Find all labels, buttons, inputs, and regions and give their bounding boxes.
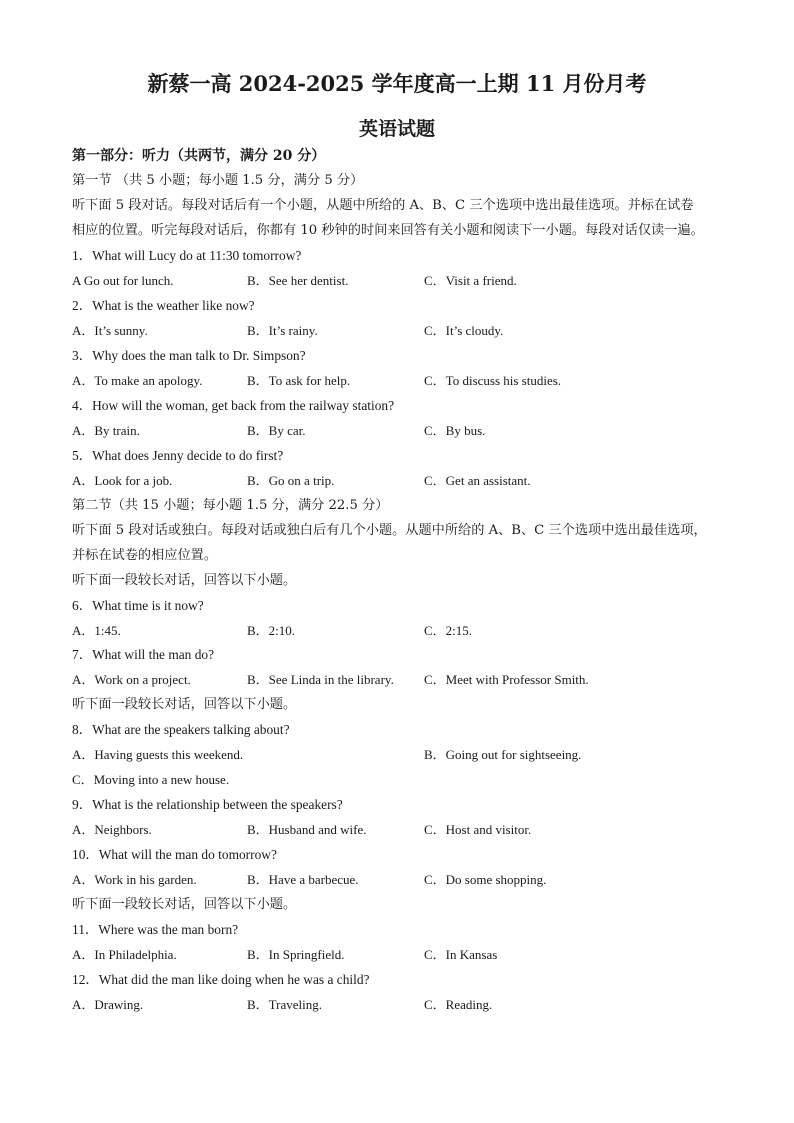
option-b: B．Husband and wife. (247, 822, 367, 837)
question-stem: 5．What does Jenny decide to do first? (72, 448, 284, 463)
option-a: A．By train. (72, 423, 140, 438)
option-a: A．In Philadelphia. (72, 947, 177, 962)
section1-heading: 第一节 （共 5 小题；每小题 1.5 分，满分 5 分） (72, 173, 364, 188)
option-c: C．Moving into a new house. (72, 772, 230, 787)
question-stem: 9．What is the relationship between the speakers? (72, 797, 343, 812)
option-c: C．To discuss his studies. (424, 373, 562, 388)
question-stem: 1．What will Lucy do at 11:30 tomorrow? (72, 248, 302, 263)
question-stem: 4．How will the woman, get back from the railway station? (72, 398, 395, 413)
question-stem: 3．Why does the man talk to Dr. Simpson? (72, 348, 306, 363)
option-c: C．2:15. (424, 623, 473, 638)
option-a: A．Having guests this weekend. (72, 747, 244, 762)
exam-subtitle: 英语试题 (358, 118, 435, 140)
option-b: B．Going out for sightseeing. (424, 747, 582, 762)
section1-instructions-2: 相应的位置。听完每段对话后，你都有 10 秒钟的时间来回答有关小题和阅读下一小题。每段对话仅读一遍。 (72, 223, 704, 238)
option-a: A．Look for a job. (72, 473, 173, 488)
question-stem: 12．What did the man like doing when he was a child? (72, 972, 370, 987)
option-c: C．Reading. (424, 997, 493, 1012)
option-c: C．Host and visitor. (424, 822, 532, 837)
long-dialogue-note: 听下面一段较长对话，回答以下小题。 (72, 897, 297, 912)
option-c: C．In Kansas (424, 947, 498, 962)
option-b: B．Go on a trip. (247, 473, 335, 488)
question-stem: 10．What will the man do tomorrow? (72, 847, 277, 862)
option-a: A．Work on a project. (72, 672, 191, 687)
option-b: B．Traveling. (247, 997, 322, 1012)
option-a: A．Neighbors. (72, 822, 152, 837)
option-a: A．It’s sunny. (72, 323, 148, 338)
option-c: C．Meet with Professor Smith. (424, 672, 589, 687)
question-stem: 7．What will the man do? (72, 647, 215, 662)
option-a: A Go out for lunch. (72, 273, 174, 288)
option-b: B．2:10. (247, 623, 296, 638)
long-dialogue-note: 听下面一段较长对话，回答以下小题。 (72, 573, 297, 588)
part1-heading: 第一部分：听力（共两节，满分 20 分） (72, 148, 326, 164)
option-a: A．Drawing. (72, 997, 144, 1012)
option-c: C．Get an assistant. (424, 473, 531, 488)
section2-instructions-2: 并标在试卷的相应位置。 (72, 548, 218, 563)
section2-instructions-1: 听下面 5 段对话或独白。每段对话或独白后有几个小题。从题中所给的 A、B、C 三个选项中选出最佳选项， (72, 523, 707, 538)
option-b: B．In Springfield. (247, 947, 345, 962)
option-b: B．To ask for help. (247, 373, 351, 388)
question-stem: 8．What are the speakers talking about? (72, 722, 290, 737)
option-b: B．It’s rainy. (247, 323, 318, 338)
option-b: B．By car. (247, 423, 306, 438)
long-dialogue-note: 听下面一段较长对话，回答以下小题。 (72, 697, 297, 712)
option-a: A．Work in his garden. (72, 872, 197, 887)
section2-heading: 第二节（共 15 小题；每小题 1.5 分，满分 22.5 分） (72, 498, 389, 513)
option-a: A．1:45. (72, 623, 121, 638)
question-stem: 2．What is the weather like now? (72, 298, 255, 313)
option-c: C．By bus. (424, 423, 486, 438)
section1-instructions-1: 听下面 5 段对话。每段对话后有一个小题，从题中所给的 A、B、C 三个选项中选出最佳选项。并标在试卷 (72, 198, 694, 213)
option-c: C．Do some shopping. (424, 872, 547, 887)
option-b: B．Have a barbecue. (247, 872, 359, 887)
option-b: B．See her dentist. (247, 273, 349, 288)
option-a: A．To make an apology. (72, 373, 203, 388)
question-stem: 11．Where was the man born? (72, 922, 239, 937)
exam-title: 新蔡一高 2024-2025 学年度高一上期 11 月份月考 (147, 71, 647, 96)
option-c: C．It’s cloudy. (424, 323, 504, 338)
option-c: C．Visit a friend. (424, 273, 517, 288)
option-b: B．See Linda in the library. (247, 672, 394, 687)
question-stem: 6．What time is it now? (72, 598, 204, 613)
